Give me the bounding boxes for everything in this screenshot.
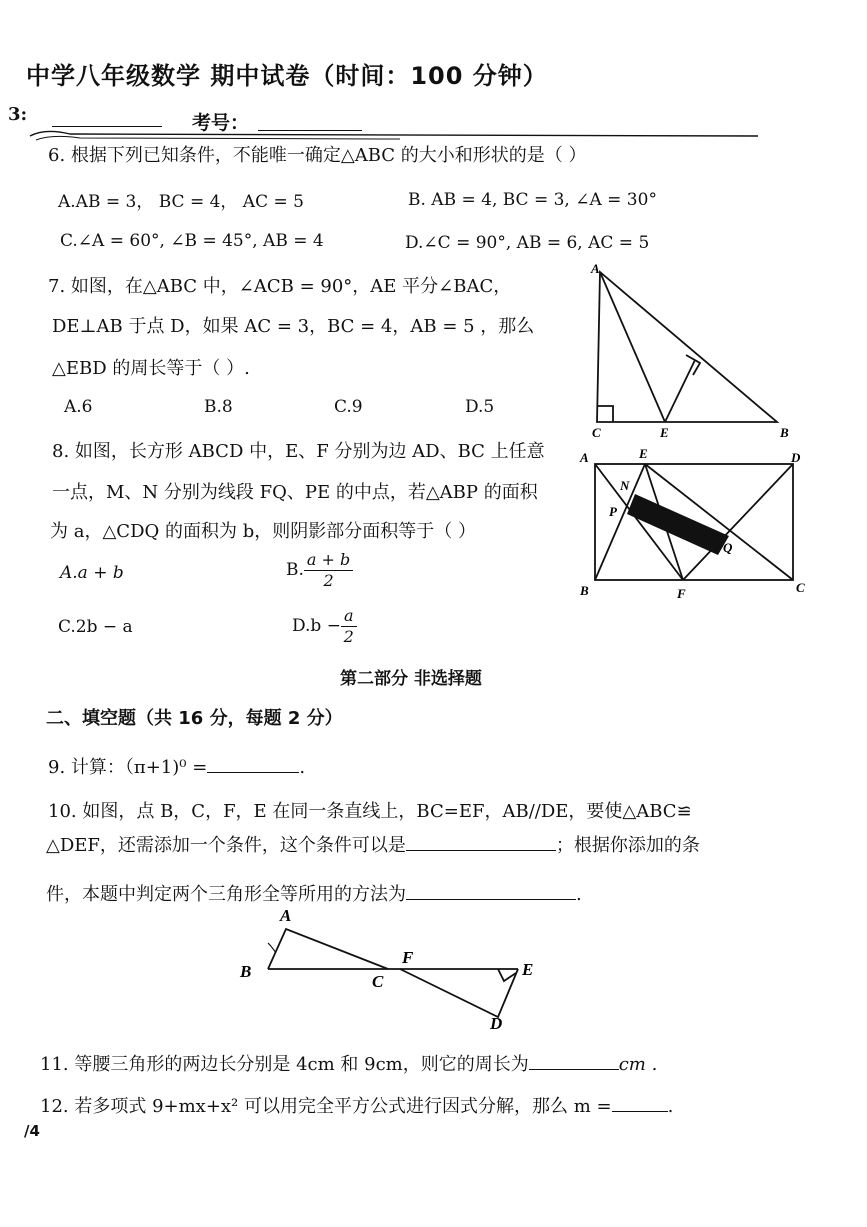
q8-shaded-region — [627, 494, 729, 555]
q6-option-d: D.∠C = 90°, AB = 6, AC = 5 — [405, 233, 650, 253]
q7-figure — [580, 260, 800, 445]
q11-unit: cm . — [618, 1054, 658, 1075]
q8-label-e: E — [639, 446, 648, 461]
q10-label-a: A — [280, 906, 292, 925]
q10-label-b: B — [240, 962, 252, 981]
page-number: /4 — [24, 1122, 40, 1140]
q10-line2-end: ；根据你添加的条 — [555, 835, 700, 856]
q8-option-c: C.2b − a — [58, 617, 133, 637]
q7-line3: △EBD 的周长等于（ ）. — [52, 358, 250, 379]
q11 — [40, 1050, 657, 1076]
q9-text: 9. 计算：（π+1)⁰ = — [48, 757, 208, 778]
q10-label-e: E — [522, 960, 534, 979]
q6-stem: 6. 根据下列已知条件，不能唯一确定△ABC 的大小和形状的是（ ） — [48, 145, 587, 166]
q8-option-d — [292, 606, 357, 647]
q8-option-a: A.a + b — [60, 563, 124, 583]
q6-option-c: C.∠A = 60°, ∠B = 45°, AB = 4 — [60, 231, 324, 251]
q7-option-d: D.5 — [465, 397, 495, 417]
q10-condition-blank — [406, 832, 556, 851]
exam-title: 中学八年级数学 期中试卷（时间：100 分钟） — [26, 62, 548, 90]
q7-line1: 7. 如图，在△ABC 中，∠ACB = 90°，AE 平分∠BAC， — [48, 276, 512, 297]
q8-option-b-fraction — [304, 550, 353, 591]
q6-option-b: B. AB = 4, BC = 3, ∠A = 30° — [408, 190, 657, 210]
q10-label-d: D — [490, 1014, 503, 1033]
q8-line1: 8. 如图，长方形 ABCD 中，E、F 分别为边 AD、BC 上任意 — [52, 441, 545, 462]
q11-answer-blank — [529, 1051, 619, 1070]
q10-line3 — [46, 880, 582, 906]
q11-text: 11. 等腰三角形的两边长分别是 4cm 和 9cm，则它的周长为 — [40, 1054, 529, 1075]
q8-label-p: P — [609, 504, 617, 519]
q7-option-a: A.6 — [64, 397, 93, 417]
q9-answer-blank — [207, 754, 299, 773]
q6-option-a: A.AB = 3， BC = 4， AC = 5 — [58, 192, 304, 212]
q8-option-b-prefix: B. — [286, 560, 304, 580]
q10-label-f: F — [402, 948, 414, 967]
q8-figure — [575, 440, 815, 605]
q10-line3-end: . — [576, 884, 582, 905]
q10-label-c: C — [372, 972, 384, 991]
q8-label-d: D — [791, 450, 801, 465]
part-two-heading: 第二部分 非选择题 — [340, 669, 482, 689]
q8-label-q: Q — [723, 540, 733, 555]
q7-option-b: B.8 — [204, 397, 233, 417]
q10-line1: 10. 如图，点 B，C，F，E 在同一条直线上，BC=EF，AB//DE，要使△ABC≌ — [48, 801, 692, 822]
q8-label-f: F — [677, 586, 686, 601]
q8-label-c: C — [796, 580, 805, 595]
q7-line2: DE⊥AB 于点 D，如果 AC = 3，BC = 4，AB = 5 ，那么 — [52, 316, 535, 337]
q8-label-b: B — [580, 583, 589, 598]
exam-no-label: 考号： — [192, 112, 250, 134]
q8-option-b — [286, 550, 353, 591]
q9-end: . — [299, 757, 306, 778]
q7-label-a: A — [591, 261, 600, 276]
q8-option-b-numerator: a + b — [304, 550, 353, 571]
q12-answer-blank — [612, 1093, 668, 1112]
q10-line2-start: △DEF，还需添加一个条件，这个条件可以是 — [46, 835, 406, 856]
q8-option-d-fraction — [341, 606, 357, 647]
q8-line2: 一点，M、N 分别为线段 FQ、PE 的中点，若△ABP 的面积 — [52, 482, 538, 503]
q12 — [40, 1092, 673, 1118]
q8-label-n: N — [620, 478, 630, 493]
q8-option-d-denominator: 2 — [343, 627, 354, 646]
q7-label-c: C — [592, 425, 601, 440]
q8-label-a: A — [580, 450, 589, 465]
q8-option-b-denominator: 2 — [323, 571, 334, 590]
q8-line3: 为 a，△CDQ 的面积为 b，则阴影部分面积等于（ ） — [50, 521, 476, 542]
q7-label-e: E — [660, 425, 669, 440]
q8-option-d-prefix: D.b − — [292, 616, 341, 636]
q10-line3-start: 件，本题中判定两个三角形全等所用的方法为 — [46, 884, 406, 905]
name-mark: 3: — [8, 104, 28, 125]
q10-line2 — [46, 831, 700, 857]
q7-label-b: B — [780, 425, 789, 440]
q10-figure — [232, 905, 542, 1035]
q9 — [48, 753, 305, 779]
section-fill-in: 二、填空题（共 16 分，每题 2 分） — [46, 708, 343, 729]
q12-text: 12. 若多项式 9+mx+x² 可以用完全平方公式进行因式分解，那么 m = — [40, 1096, 612, 1117]
q12-end: . — [667, 1096, 674, 1117]
q7-option-c: C.9 — [334, 397, 363, 417]
q10-method-blank — [406, 881, 576, 900]
q8-option-d-numerator: a — [341, 606, 357, 627]
